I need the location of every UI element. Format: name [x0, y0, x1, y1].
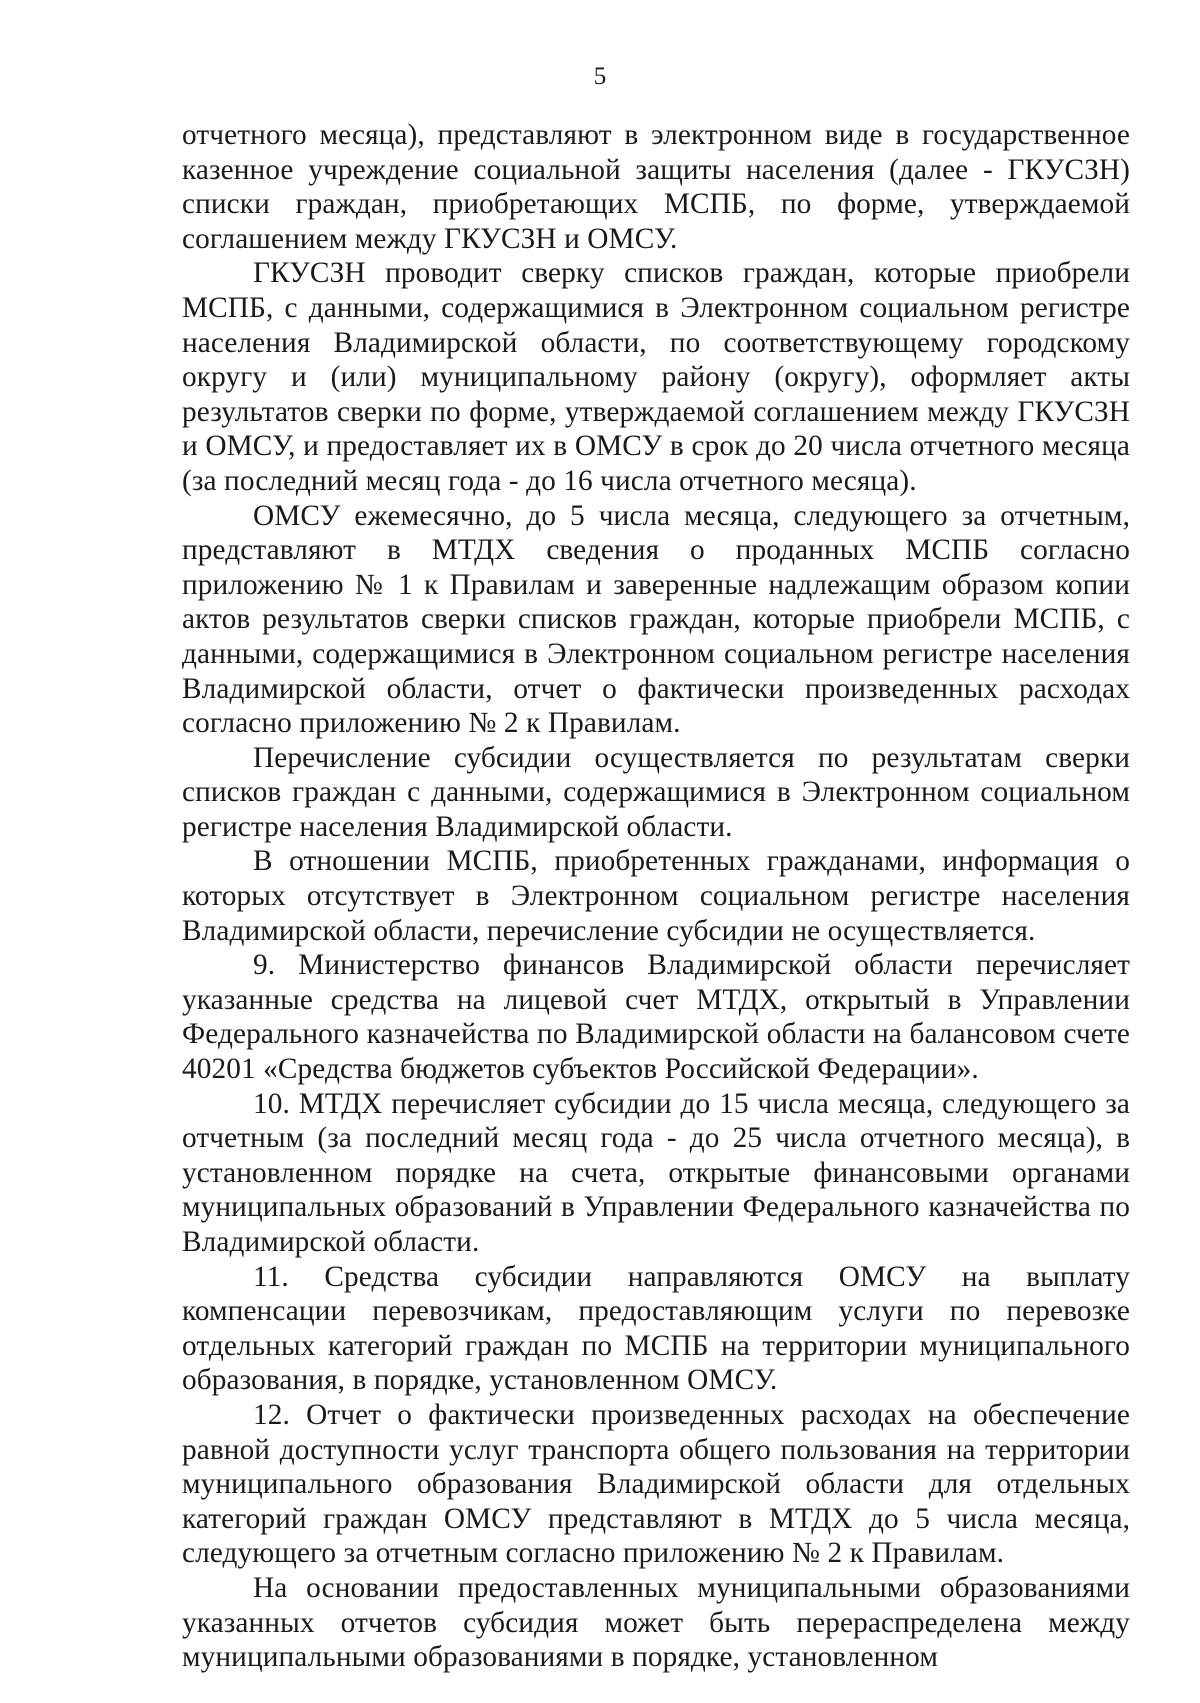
paragraph-item-9: 9. Министерство финансов Владимирской области перечисляет указанные средства на лицевой счет МТДХ, открытый в Управлении Федерального казначейства по Владимирской области на балансовом счете 40201 «Средства бюджетов субъектов Российской Федерации».	[182, 949, 1130, 1086]
paragraph-redistribution: На основании предоставленных муниципальными образованиями указанных отчетов субсидия может быть перераспределена между муниципальными образованиями в порядке, установленном	[182, 1571, 1130, 1674]
paragraph-gkuszn-reconciliation: ГКУСЗН проводит сверку списков граждан, которые приобрели МСПБ, с данными, содержащимися в Электронном социальном регистре населения Владимирской области, по соответствующему городскому округу и (или) муниципальному району (округу), оформляет акты результатов сверки по форме, утверждаемой соглашением между ГКУСЗН и ОМСУ, и предоставляет их в ОМСУ в срок до 20 числа отчетного месяца (за последний месяц года - до 16 числа отчетного месяца).	[182, 257, 1130, 497]
document-body	[182, 118, 1130, 1675]
paragraph-item-12: 12. Отчет о фактически произведенных расходах на обеспечение равной доступности услуг транспорта общего пользования на территории муниципального образования Владимирской области для отдельных категорий граждан ОМСУ представляют в МТДХ до 5 числа месяца, следующего за отчетным согласно приложению № 2 к Правилам.	[182, 1398, 1130, 1570]
paragraph-item-10: 10. МТДХ перечисляет субсидии до 15 числа месяца, следующего за отчетным (за последний месяц года - до 25 числа отчетного месяца), в установленном порядке на счета, открытые финансовыми органами муниципальных образований в Управлении Федерального казначейства по Владимирской области.	[182, 1087, 1130, 1258]
paragraph-item-11: 11. Средства субсидии направляются ОМСУ на выплату компенсации перевозчикам, предоставляющим услуги по перевозке отдельных категорий граждан по МСПБ на территории муниципального образования, в порядке, установленном ОМСУ.	[182, 1260, 1130, 1397]
paragraph-omsu-monthly-report: ОМСУ ежемесячно, до 5 числа месяца, следующего за отчетным, представляют в МТДХ сведения о проданных МСПБ согласно приложению № 1 к Правилам и заверенные надлежащим образом копии актов результатов сверки списков граждан, которые приобрели МСПБ, с данными, содержащимися в Электронном социальном регистре населения Владимирской области, отчет о фактически произведенных расходах согласно приложению № 2 к Правилам.	[182, 499, 1130, 740]
paragraph-subsidy-transfer: Перечисление субсидии осуществляется по результатам сверки списков граждан с данными, содержащимися в Электронном социальном регистре населения Владимирской области.	[182, 741, 1130, 843]
page-number: 5	[593, 63, 607, 90]
paragraph-continuation: отчетного месяца), представляют в электронном виде в государственное казенное учреждение социальной защиты населения (далее - ГКУСЗН) списки граждан, приобретающих МСПБ, по форме, утверждаемой соглашением между ГКУСЗН и ОМСУ.	[182, 119, 1130, 255]
paragraph-missing-info: В отношении МСПБ, приобретенных гражданами, информация о которых отсутствует в Электронном социальном регистре населения Владимирской области, перечисление субсидии не осуществляется.	[182, 845, 1130, 947]
